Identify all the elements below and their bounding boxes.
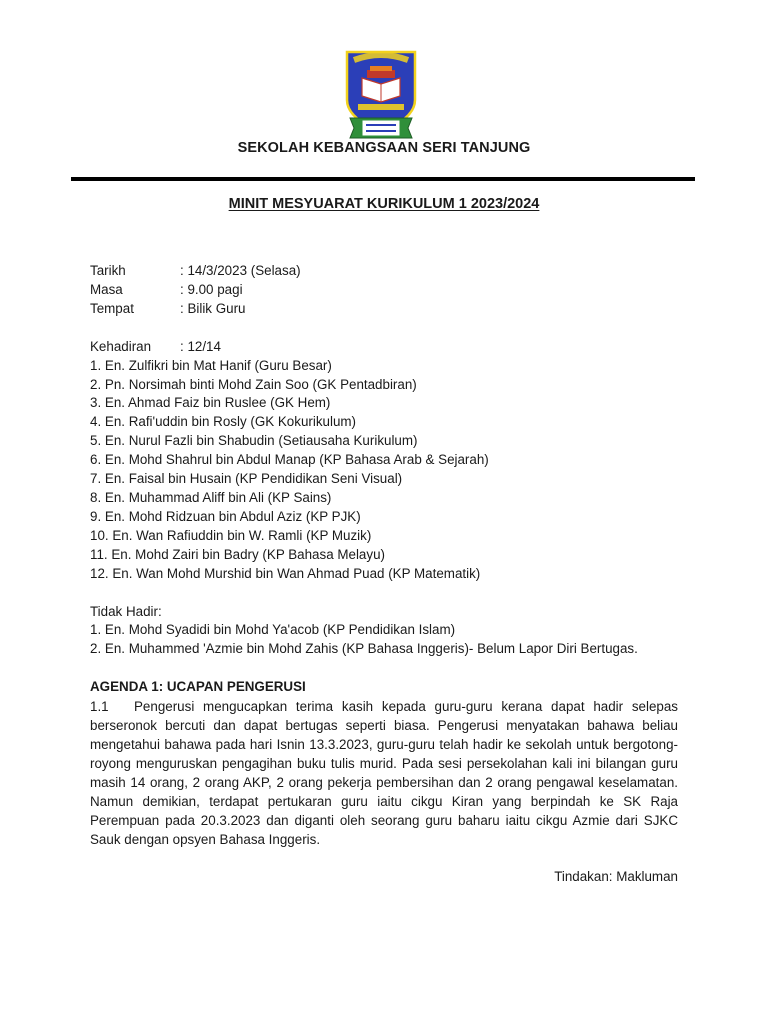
attendance-count: : 12/14 <box>180 338 221 354</box>
agenda-1-text: Pengerusi mengucapkan terima kasih kepada guru-guru kerana dapat hadir selepas berseronok bercuti dan dapat bertugas seperti biasa. Pengerusi menyatakan bahawa beliau mengetahui bahawa pada hari Isnin 13.3.2023, guru-guru telah hadir ke sekolah untuk bergotong-royong menguruskan pengagihan buku tulis murid. Pada sesi persekolahan kali ini bilangan guru masih 14 orang, 2 orang AKP, 2 orang pekerja pembersihan dan 2 orang pengawal keselamatan. Namun demikian, terdapat pertukaran guru iaitu cikgu Kiran yang berpindah ke SK Raja Perempuan pada 20.3.2023 dan diganti oleh seorang guru baharu iaitu cikgu Azmie dari SJKC Sauk dengan opsyen Bahasa Inggeris. <box>90 699 678 848</box>
meta-date <box>90 262 678 281</box>
list-item: 8. En. Muhammad Aliff bin Ali (KP Sains) <box>90 489 332 505</box>
attendance-label: Kehadiran <box>90 338 152 354</box>
list-item: 11. En. Mohd Zairi bin Badry (KP Bahasa Melayu) <box>90 546 385 562</box>
place-value: : Bilik Guru <box>180 300 246 316</box>
agenda-1-heading: AGENDA 1: UCAPAN PENGERUSI <box>90 679 306 695</box>
list-item: 1. En. Mohd Syadidi bin Mohd Ya'acob (KP Pendidikan Islam) <box>90 622 456 638</box>
list-item: 5. En. Nurul Fazli bin Shabudin (Setiausaha Kurikulum) <box>90 433 418 449</box>
document-title <box>0 196 768 212</box>
list-item: 3. En. Ahmad Faiz bin Ruslee (GK Hem) <box>90 395 331 411</box>
school-name: SEKOLAH KEBANGSAAN SERI TANJUNG <box>237 140 531 156</box>
date-value: : 14/3/2023 (Selasa) <box>180 263 301 278</box>
agenda-1-action: Tindakan: Makluman <box>554 869 678 885</box>
meta-time <box>90 281 678 300</box>
place-label: Tempat <box>90 300 134 316</box>
document-title-text: MINIT MESYUARAT KURIKULUM 1 2023/2024 <box>228 196 540 212</box>
list-item: 12. En. Wan Mohd Murshid bin Wan Ahmad Puad (KP Matematik) <box>90 565 481 581</box>
meta-place <box>90 300 678 319</box>
agenda-1-paragraph <box>90 697 678 849</box>
list-item: 1. En. Zulfikri bin Mat Hanif (Guru Besar) <box>90 357 332 373</box>
time-label: Masa <box>90 281 123 297</box>
agenda-1-item-number: 1.1 <box>90 699 109 715</box>
list-item: 10. En. Wan Rafiuddin bin W. Ramli (KP Muzik) <box>90 527 372 543</box>
list-item: 6. En. Mohd Shahrul bin Abdul Manap (KP Bahasa Arab & Sejarah) <box>90 452 489 468</box>
list-item: 2. Pn. Norsimah binti Mohd Zain Soo (GK Pentadbiran) <box>90 376 417 392</box>
date-label: Tarikh <box>90 263 126 278</box>
list-item: 2. En. Muhammed 'Azmie bin Mohd Zahis (KP Bahasa Inggeris)- Belum Lapor Diri Bertugas. <box>90 641 638 657</box>
school-crest-logo <box>344 48 418 140</box>
list-item: 7. En. Faisal bin Husain (KP Pendidikan Seni Visual) <box>90 471 403 487</box>
absent-label: Tidak Hadir: <box>90 603 162 619</box>
time-value: : 9.00 pagi <box>180 281 243 297</box>
list-item: 4. En. Rafi'uddin bin Rosly (GK Kokurikulum) <box>90 414 357 430</box>
attendance-count-row <box>90 338 678 357</box>
document-body <box>90 262 678 887</box>
list-item: 9. En. Mohd Ridzuan bin Abdul Aziz (KP PJK) <box>90 508 361 524</box>
header-divider <box>71 177 695 181</box>
absent-list <box>90 621 678 659</box>
present-list <box>90 357 678 584</box>
